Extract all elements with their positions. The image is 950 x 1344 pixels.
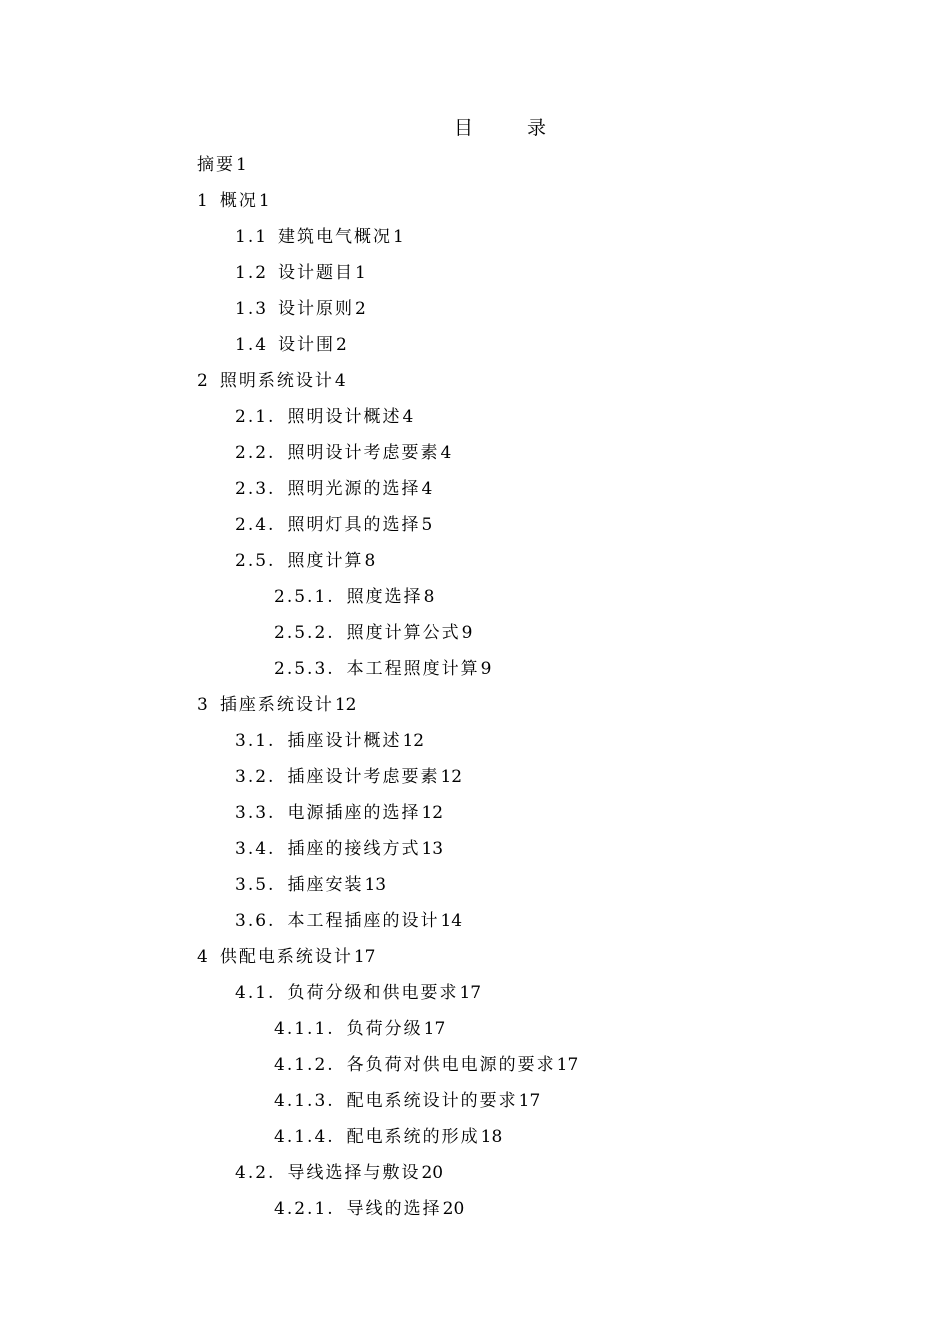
toc-entry-number: 3.2. bbox=[235, 767, 276, 787]
toc-entry-number: 4.1. bbox=[235, 983, 276, 1003]
toc-entry-page: 18 bbox=[480, 1127, 503, 1147]
toc-entry-page: 12 bbox=[421, 803, 444, 823]
toc-entry-page: 17 bbox=[556, 1055, 579, 1075]
toc-entry-text: 配电系统设计的要求 bbox=[346, 1091, 518, 1111]
toc-entry[interactable] bbox=[0, 1086, 578, 1122]
toc-entry-page: 4 bbox=[440, 443, 452, 463]
toc-entry-number: 2.4. bbox=[235, 515, 276, 535]
toc-entry[interactable] bbox=[0, 870, 578, 906]
toc-entry-number: 3.6. bbox=[235, 911, 276, 931]
toc-entry[interactable] bbox=[0, 474, 578, 510]
toc-entry-text: 设计原则 bbox=[278, 299, 355, 319]
toc-entry[interactable] bbox=[0, 618, 578, 654]
toc-entry-text: 照明设计考虑要素 bbox=[287, 443, 440, 463]
toc-entry-text: 设计围 bbox=[278, 335, 336, 355]
toc-entry-page: 9 bbox=[480, 659, 492, 679]
toc-entry-number: 1 bbox=[197, 191, 210, 211]
toc-entry[interactable] bbox=[0, 510, 578, 546]
toc-entry-page: 14 bbox=[440, 911, 463, 931]
toc-entry-page: 4 bbox=[421, 479, 433, 499]
toc-entry-number: 1.2 bbox=[235, 263, 269, 283]
toc-entry[interactable] bbox=[0, 1194, 578, 1230]
toc-entry-number: 4.2. bbox=[235, 1163, 276, 1183]
toc-entry[interactable] bbox=[0, 906, 578, 942]
toc-entry-page: 13 bbox=[421, 839, 444, 859]
toc-entry-number: 4.2.1. bbox=[274, 1199, 335, 1219]
toc-entry-number: 1.3 bbox=[235, 299, 269, 319]
toc-entry[interactable] bbox=[0, 690, 578, 726]
toc-entry-number: 2.5.3. bbox=[274, 659, 335, 679]
toc-entry-number: 3 bbox=[197, 695, 210, 715]
toc-entry-number: 2.1. bbox=[235, 407, 276, 427]
toc-entry-number: 3.4. bbox=[235, 839, 276, 859]
toc-entry[interactable] bbox=[0, 330, 578, 366]
toc-entry[interactable] bbox=[0, 150, 578, 186]
toc-entry[interactable] bbox=[0, 798, 578, 834]
toc-entry-number: 4.1.2. bbox=[274, 1055, 335, 1075]
toc-entry[interactable] bbox=[0, 1050, 578, 1086]
toc-entry-text: 负荷分级和供电要求 bbox=[287, 983, 459, 1003]
toc-entry-page: 1 bbox=[393, 227, 404, 247]
toc-entry-text: 照明灯具的选择 bbox=[287, 515, 421, 535]
toc-entry-text: 本工程照度计算 bbox=[346, 659, 480, 679]
toc-entry-page: 17 bbox=[423, 1019, 446, 1039]
toc-entry[interactable] bbox=[0, 258, 578, 294]
toc-entry[interactable] bbox=[0, 834, 578, 870]
toc-title: 目 录 bbox=[453, 117, 571, 139]
toc-entry-text: 导线选择与敷设 bbox=[287, 1163, 421, 1183]
toc-entry[interactable] bbox=[0, 186, 578, 222]
toc-entry-page: 4 bbox=[334, 371, 346, 391]
toc-entry[interactable] bbox=[0, 978, 578, 1014]
toc-entry-number: 4.1.3. bbox=[274, 1091, 335, 1111]
toc-entry-page: 8 bbox=[364, 551, 376, 571]
toc-entry-text: 照度选择 bbox=[346, 587, 423, 607]
toc-entry-page: 17 bbox=[518, 1091, 541, 1111]
toc-entry-number: 4.1.1. bbox=[274, 1019, 335, 1039]
toc-entry-number: 4 bbox=[197, 947, 210, 967]
toc-entry-text: 各负荷对供电电源的要求 bbox=[346, 1055, 556, 1075]
toc-entry-text: 供配电系统设计 bbox=[219, 947, 353, 967]
toc-entry-number: 1.1 bbox=[235, 227, 269, 247]
toc-entry[interactable] bbox=[0, 222, 578, 258]
toc-entry-text: 照明系统设计 bbox=[219, 371, 334, 391]
toc-entry-number: 2.3. bbox=[235, 479, 276, 499]
toc-entry-text: 照度计算公式 bbox=[346, 623, 461, 643]
toc-entry-text: 插座的接线方式 bbox=[287, 839, 421, 859]
toc-entry[interactable] bbox=[0, 654, 578, 690]
toc-entry-number: 2 bbox=[197, 371, 210, 391]
toc-entry[interactable] bbox=[0, 726, 578, 762]
toc-entry[interactable] bbox=[0, 942, 578, 978]
toc-entry-page: 13 bbox=[364, 875, 387, 895]
toc-list bbox=[0, 150, 578, 1230]
toc-entry-page: 20 bbox=[442, 1199, 465, 1219]
toc-entry[interactable] bbox=[0, 1158, 578, 1194]
toc-entry-page: 5 bbox=[421, 515, 433, 535]
toc-entry-number: 2.5. bbox=[235, 551, 276, 571]
toc-entry-number: 4.1.4. bbox=[274, 1127, 335, 1147]
toc-entry[interactable] bbox=[0, 402, 578, 438]
toc-entry-page: 17 bbox=[353, 947, 376, 967]
toc-entry-text: 建筑电气概况 bbox=[278, 227, 393, 247]
toc-entry-text: 设计题目 bbox=[278, 263, 355, 283]
toc-entry-text: 插座安装 bbox=[287, 875, 364, 895]
toc-entry-number: 2.5.2. bbox=[274, 623, 335, 643]
toc-entry-page: 17 bbox=[459, 983, 482, 1003]
toc-entry[interactable] bbox=[0, 1122, 578, 1158]
toc-entry-page: 4 bbox=[402, 407, 414, 427]
toc-entry-page: 2 bbox=[355, 299, 366, 319]
toc-entry-text: 配电系统的形成 bbox=[346, 1127, 480, 1147]
toc-entry-text: 插座设计概述 bbox=[287, 731, 402, 751]
toc-entry-number: 1.4 bbox=[235, 335, 269, 355]
toc-entry[interactable] bbox=[0, 582, 578, 618]
toc-entry[interactable] bbox=[0, 762, 578, 798]
toc-entry-page: 8 bbox=[423, 587, 435, 607]
toc-entry-page: 1 bbox=[236, 155, 247, 175]
toc-entry-text: 导线的选择 bbox=[346, 1199, 442, 1219]
toc-entry[interactable] bbox=[0, 1014, 578, 1050]
toc-entry-page: 1 bbox=[258, 191, 270, 211]
toc-entry-page: 12 bbox=[334, 695, 357, 715]
toc-entry-text: 照度计算 bbox=[287, 551, 364, 571]
toc-entry[interactable] bbox=[0, 546, 578, 582]
toc-entry-text: 电源插座的选择 bbox=[287, 803, 421, 823]
toc-entry-text: 照明设计概述 bbox=[287, 407, 402, 427]
toc-entry-text: 本工程插座的设计 bbox=[287, 911, 440, 931]
toc-entry-page: 12 bbox=[440, 767, 463, 787]
toc-entry-number: 3.3. bbox=[235, 803, 276, 823]
toc-entry-number: 2.5.1. bbox=[274, 587, 335, 607]
toc-entry[interactable] bbox=[0, 438, 578, 474]
toc-entry-text: 概况 bbox=[219, 191, 258, 211]
toc-entry-page: 9 bbox=[461, 623, 473, 643]
toc-entry-text: 插座系统设计 bbox=[219, 695, 334, 715]
toc-entry-text: 负荷分级 bbox=[346, 1019, 423, 1039]
toc-entry-number: 3.1. bbox=[235, 731, 276, 751]
toc-entry-number: 3.5. bbox=[235, 875, 276, 895]
toc-entry-page: 12 bbox=[402, 731, 425, 751]
toc-entry-text: 摘要 bbox=[197, 155, 235, 175]
toc-entry[interactable] bbox=[0, 366, 578, 402]
toc-entry-text: 照明光源的选择 bbox=[287, 479, 421, 499]
toc-entry-page: 20 bbox=[421, 1163, 444, 1183]
toc-entry-number: 2.2. bbox=[235, 443, 276, 463]
toc-entry[interactable] bbox=[0, 294, 578, 330]
toc-entry-page: 2 bbox=[336, 335, 347, 355]
toc-entry-text: 插座设计考虑要素 bbox=[287, 767, 440, 787]
toc-entry-page: 1 bbox=[355, 263, 366, 283]
